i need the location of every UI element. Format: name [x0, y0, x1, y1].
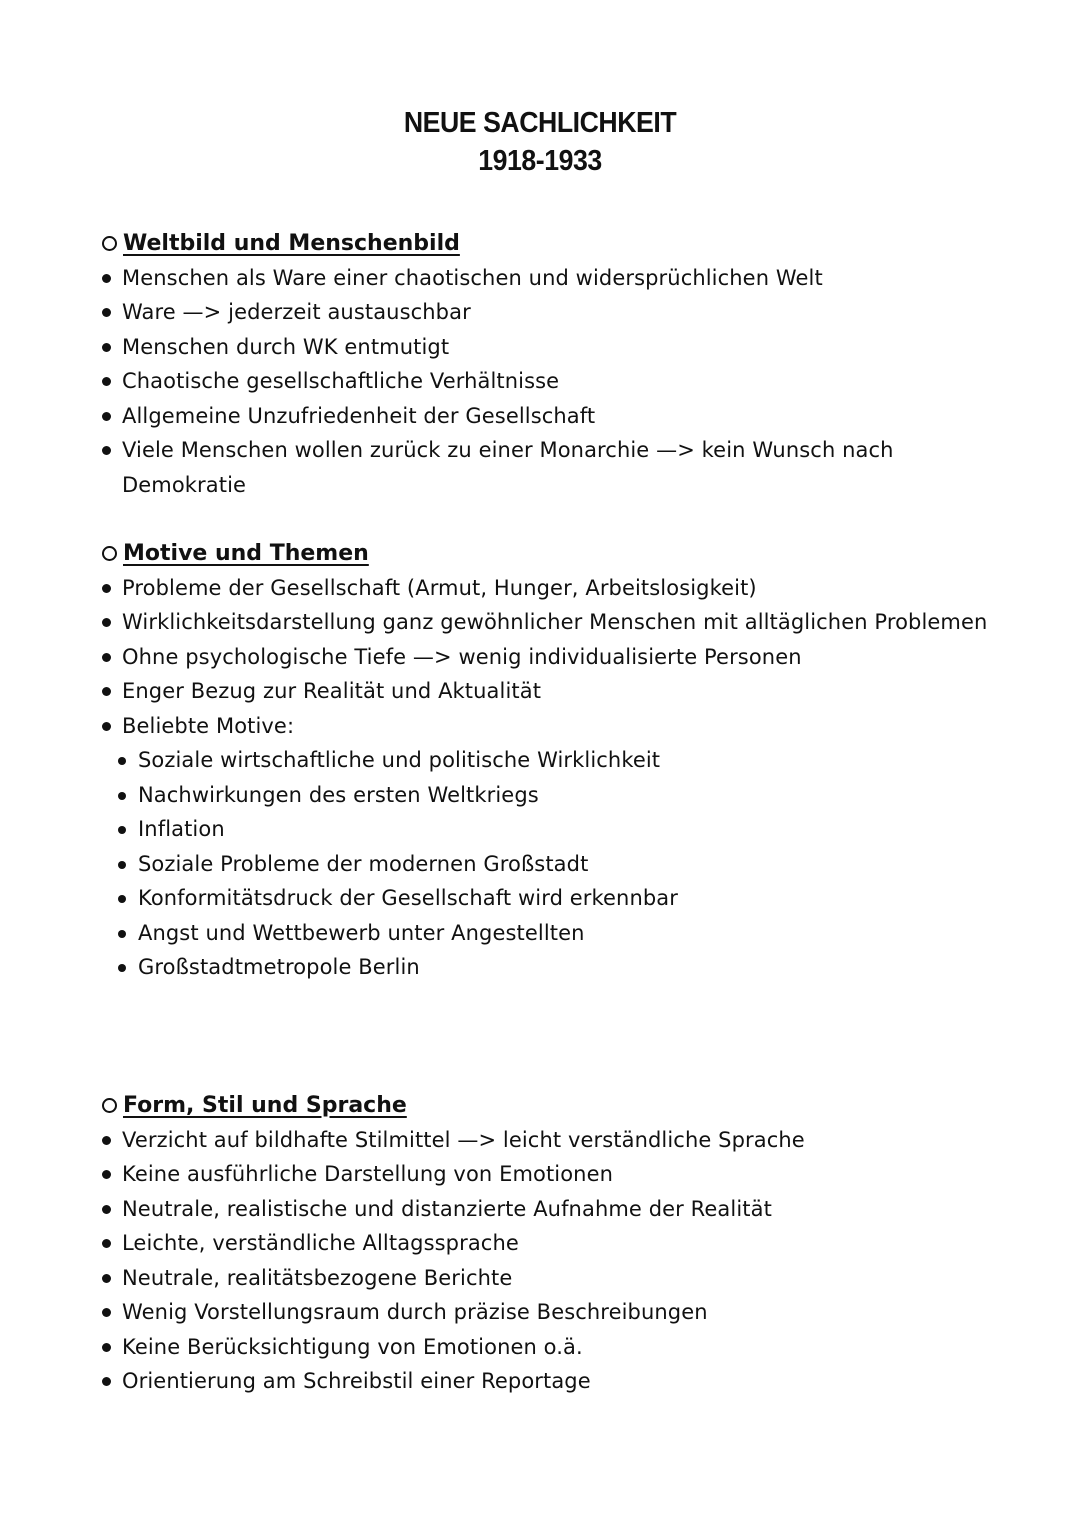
circle-bullet-icon	[102, 236, 117, 251]
list-item: Neutrale, realistische und distanzierte Aufnahme der Realität	[100, 1192, 1000, 1227]
sub-list-item: Inflation	[116, 812, 1000, 847]
list-item: Ohne psychologische Tiefe —> wenig individualisierte Personen	[100, 640, 1000, 675]
list-item: Menschen als Ware einer chaotischen und widersprüchlichen Welt	[100, 261, 1000, 296]
section-heading-text: Motive und Themen	[123, 540, 369, 566]
section-motive	[100, 536, 1000, 985]
list-item: Menschen durch WK entmutigt	[100, 330, 1000, 365]
section-heading	[100, 536, 1000, 571]
page-title	[43, 104, 1037, 180]
bullet-list	[100, 571, 1000, 744]
list-item: Wenig Vorstellungsraum durch präzise Beschreibungen	[100, 1295, 1000, 1330]
sub-bullet-list	[116, 743, 1000, 985]
list-item: Wirklichkeitsdarstellung ganz gewöhnlicher Menschen mit alltäglichen Problemen	[100, 605, 1000, 640]
sub-list-item: Nachwirkungen des ersten Weltkriegs	[116, 778, 1000, 813]
list-item: Chaotische gesellschaftliche Verhältnisse	[100, 364, 1000, 399]
sub-list-item: Angst und Wettbewerb unter Angestellten	[116, 916, 1000, 951]
list-item: Ware —> jederzeit austauschbar	[100, 295, 1000, 330]
circle-bullet-icon	[102, 1098, 117, 1113]
section-heading-text: Form, Stil und Sprache	[123, 1092, 407, 1118]
list-item: Allgemeine Unzufriedenheit der Gesellschaft	[100, 399, 1000, 434]
title-line-2: 1918-1933	[478, 145, 602, 177]
list-item: Keine ausführliche Darstellung von Emotionen	[100, 1157, 1000, 1192]
section-heading	[100, 226, 1000, 261]
sub-list-item: Soziale wirtschaftliche und politische Wirklichkeit	[116, 743, 1000, 778]
circle-bullet-icon	[102, 546, 117, 561]
section-heading	[100, 1088, 1000, 1123]
section-weltbild	[100, 226, 1000, 502]
title-line-1: NEUE SACHLICHKEIT	[403, 107, 677, 139]
list-item: Neutrale, realitätsbezogene Berichte	[100, 1261, 1000, 1296]
section-heading-text: Weltbild und Menschenbild	[123, 230, 460, 256]
list-item: Verzicht auf bildhafte Stilmittel —> leicht verständliche Sprache	[100, 1123, 1000, 1158]
list-item: Keine Berücksichtigung von Emotionen o.ä.	[100, 1330, 1000, 1365]
bullet-list	[100, 1123, 1000, 1399]
list-item: Beliebte Motive:	[100, 709, 1000, 744]
section-form-stil	[100, 1088, 1000, 1399]
list-item: Leichte, verständliche Alltagssprache	[100, 1226, 1000, 1261]
list-item: Viele Menschen wollen zurück zu einer Monarchie —> kein Wunsch nach Demokratie	[100, 433, 1000, 502]
sub-list-item: Soziale Probleme der modernen Großstadt	[116, 847, 1000, 882]
bullet-list	[100, 261, 1000, 503]
list-item: Enger Bezug zur Realität und Aktualität	[100, 674, 1000, 709]
list-item: Probleme der Gesellschaft (Armut, Hunger, Arbeitslosigkeit)	[100, 571, 1000, 606]
sub-list-item: Großstadtmetropole Berlin	[116, 950, 1000, 985]
sub-list-item: Konformitätsdruck der Gesellschaft wird erkennbar	[116, 881, 1000, 916]
list-item: Orientierung am Schreibstil einer Reportage	[100, 1364, 1000, 1399]
